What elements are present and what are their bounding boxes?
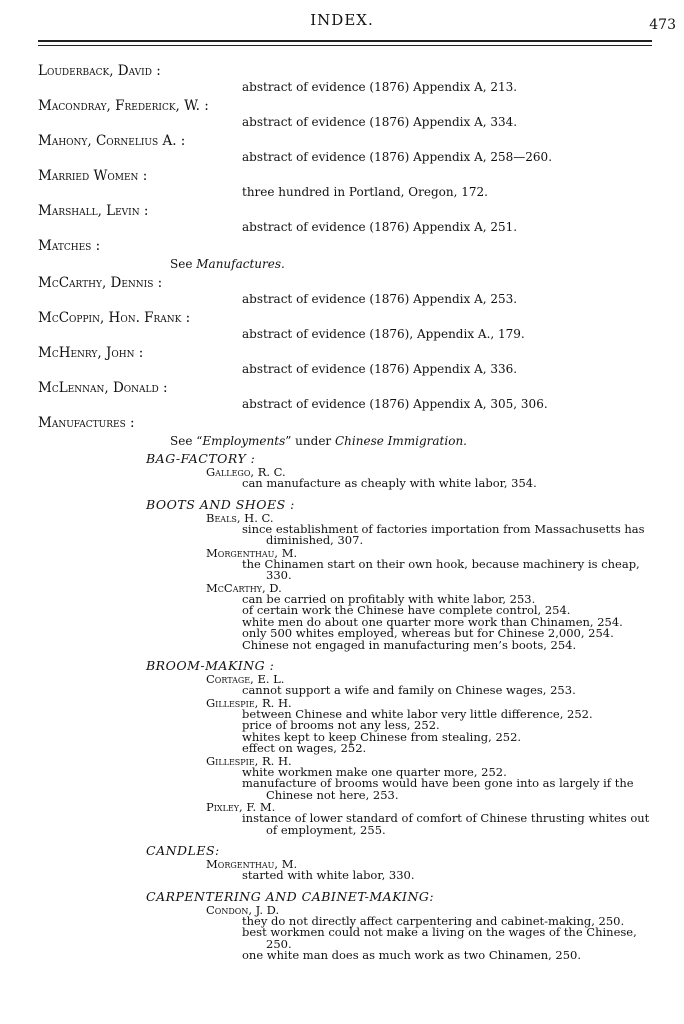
- testimony-line: of certain work the Chinese have complete control, 254.: [242, 603, 571, 617]
- entry-name: McCoppin, Hon. Frank :: [38, 310, 191, 326]
- testimony-line: can manufacture as cheaply with white labor, 354.: [242, 476, 537, 490]
- witness-name: McCarthy, D.: [206, 580, 282, 595]
- testimony-line: since establishment of factories importation from Massachusetts has diminished, 307.: [242, 521, 645, 547]
- entry-reference: abstract of evidence (1876) Appendix A, 336.: [242, 362, 518, 376]
- manufactures-sections: [0, 452, 684, 962]
- witness-name: Morgenthau, M.: [206, 545, 298, 560]
- see-mid: ” under: [285, 434, 332, 448]
- witness-name: Gillespie, R. H.: [206, 695, 292, 710]
- testimony-line: best workmen could not make a living on the wages of the Chinese, 250.: [242, 925, 637, 951]
- entry-name: McLennan, Donald :: [38, 380, 168, 396]
- testimony-line: instance of lower standard of comfort of Chinese thrusting whites out of employment, 255.: [242, 811, 650, 837]
- entry-name: McHenry, John :: [38, 345, 144, 361]
- entry-reference: abstract of evidence (1876) Appendix A, 253.: [242, 292, 518, 306]
- witness-name: Morgenthau, M.: [206, 857, 298, 871]
- testimony-line: one white man does as much work as two Chinamen, 250.: [242, 948, 582, 962]
- see-reference: [0, 434, 684, 448]
- see-target: Manufactures.: [196, 257, 285, 271]
- testimony-line: manufacture of brooms would have been gone into as largely if the Chinese not here, 253.: [242, 776, 634, 802]
- testimony-line: only 500 whites employed, whereas but for Chinese 2,000, 254.: [242, 626, 614, 640]
- section-heading: CANDLES:: [146, 843, 220, 858]
- see-prefix: See: [170, 257, 193, 271]
- entry-name: Marshall, Levin :: [38, 203, 149, 219]
- section-heading: CARPENTERING AND CABINET-MAKING:: [146, 888, 435, 904]
- see-prefix: See “: [170, 434, 203, 448]
- entry-reference: abstract of evidence (1876) Appendix A, 258—260.: [242, 150, 553, 164]
- witness-name: Gillespie, R. H.: [206, 753, 292, 768]
- entry-reference: abstract of evidence (1876) Appendix A, 334.: [242, 115, 518, 129]
- entry-name: Married Women :: [38, 168, 148, 184]
- running-header-title: INDEX.: [310, 11, 374, 29]
- testimony-line: effect on wages, 252.: [242, 741, 367, 755]
- testimony-line: started with white labor, 330.: [242, 868, 415, 882]
- entry-reference: abstract of evidence (1876) Appendix A, 305, 306.: [242, 397, 548, 411]
- entry-name: Mahony, Cornelius A. :: [38, 133, 186, 149]
- witness-name: Beals, H. C.: [206, 510, 274, 525]
- see-target: Employments: [202, 434, 286, 448]
- witness-name: Gallego, R. C.: [206, 465, 286, 479]
- entry-reference: abstract of evidence (1876), Appendix A., 179.: [242, 327, 525, 341]
- see-reference: [0, 257, 684, 271]
- testimony-line: between Chinese and white labor very little difference, 252.: [242, 706, 593, 721]
- testimony-line: cannot support a wife and family on Chinese wages, 253.: [242, 683, 576, 697]
- testimony-line: can be carried on profitably with white labor, 253.: [242, 591, 536, 606]
- entry-name: Matches :: [38, 238, 101, 254]
- testimony-line: white workmen make one quarter more, 252.: [242, 764, 507, 779]
- testimony-line: Chinese not engaged in manufacturing men’s boots, 254.: [242, 637, 577, 652]
- entry-name: Louderback, David :: [38, 63, 161, 79]
- entry-reference: three hundred in Portland, Oregon, 172.: [242, 185, 488, 199]
- testimony-line: they do not directly affect carpentering and cabinet-making, 250.: [242, 913, 625, 928]
- entry-reference: abstract of evidence (1876) Appendix A, 251.: [242, 220, 518, 234]
- index-entries: [0, 64, 684, 962]
- witness-name: Cortage, E. L.: [206, 672, 285, 686]
- witness-name: Pixley, F. M.: [206, 800, 276, 814]
- see-target-2: Chinese Immigration.: [335, 434, 467, 448]
- entry-name: McCarthy, Dennis :: [38, 275, 163, 291]
- section-heading: BROOM-MAKING :: [146, 658, 275, 673]
- header-rule-thin: [38, 45, 652, 46]
- testimony-line: the Chinamen start on their own hook, because machinery is cheap, 330.: [242, 556, 640, 582]
- page-number: 473: [649, 17, 676, 33]
- header-rule-thick: [38, 40, 652, 42]
- testimony-line: white men do about one quarter more work than Chinamen, 254.: [242, 614, 623, 629]
- testimony-line: price of brooms not any less, 252.: [242, 718, 440, 732]
- section-heading: BAG-FACTORY :: [146, 451, 256, 466]
- entry-name: Manufactures :: [38, 415, 135, 431]
- entry-name: Macondray, Frederick, W. :: [38, 98, 209, 114]
- witness-name: Condon, J. D.: [206, 902, 280, 917]
- section-heading: BOOTS AND SHOES :: [146, 496, 295, 512]
- entry-reference: abstract of evidence (1876) Appendix A, 213.: [242, 80, 518, 94]
- testimony-line: whites kept to keep Chinese from stealing, 252.: [242, 729, 522, 744]
